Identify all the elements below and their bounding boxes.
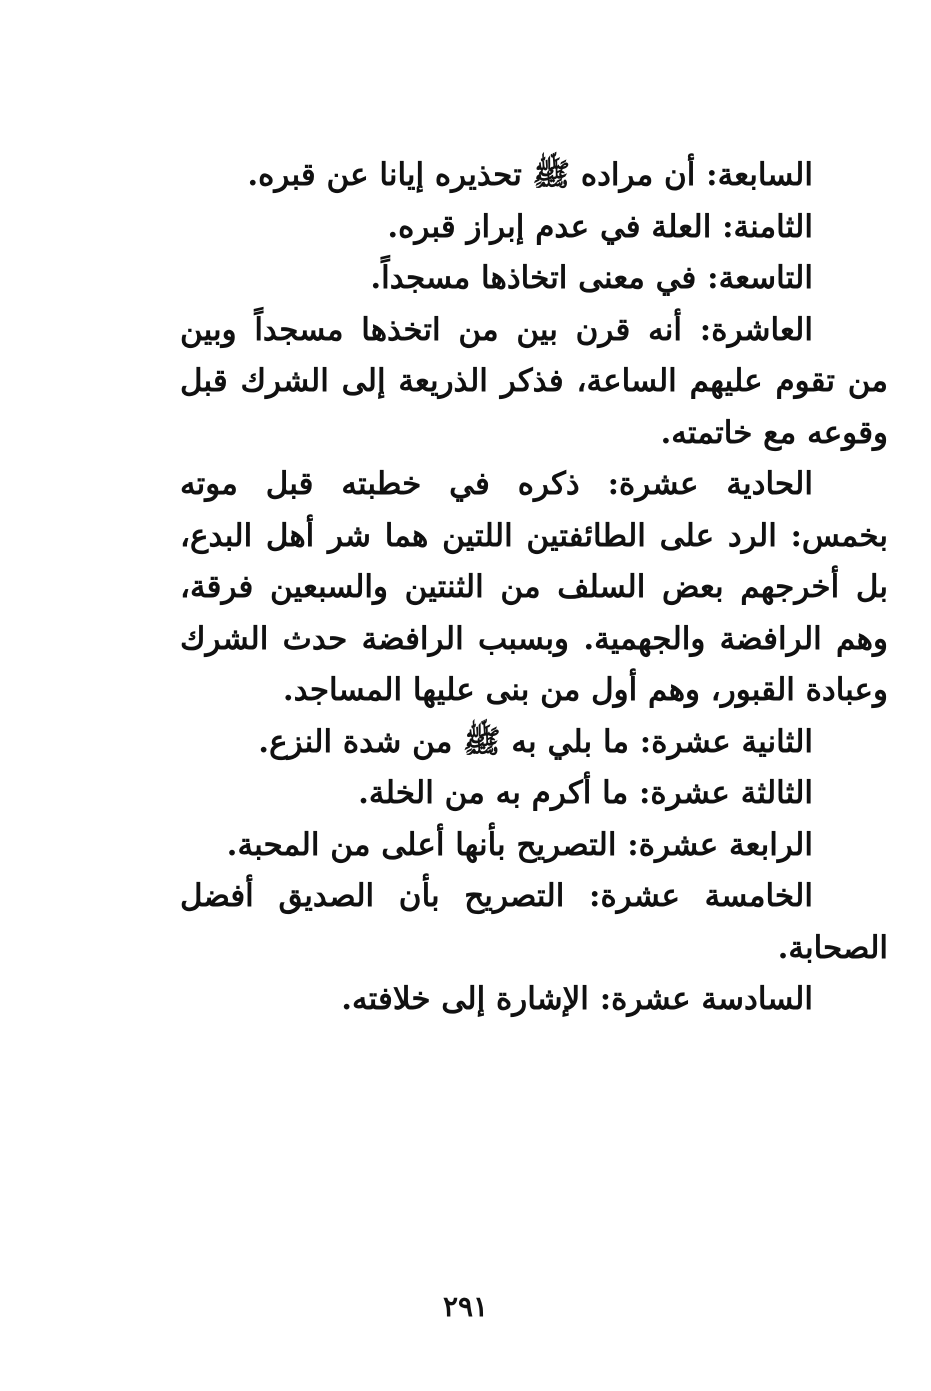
paragraph-16: السادسة عشرة: الإشارة إلى خلافته.	[341, 981, 813, 1017]
paragraph-14: الرابعة عشرة: التصريح بأنها أعلى من المحبة.	[226, 826, 813, 863]
paragraph-7: السابعة: أن مراده ﷺ تحذيره إيانا عن قبره.	[247, 157, 813, 193]
page-number: ٢٩١	[442, 1290, 489, 1323]
paragraph-8: الثامنة: العلة في عدم إبراز قبره.	[387, 208, 813, 245]
paragraph-10: العاشرة: أنه قرن بين من اتخذها مسجداً وبين من تقوم عليهم الساعة، فذكر الذريعة إلى الشرك قبل وقوعه مع خاتمته.	[180, 311, 888, 451]
paragraph-11: الحادية عشرة: ذكره في خطبته قبل موته بخمس: الرد على الطائفتين اللتين هما شر أهل البدع، بل أخرجهم بعض السلف من الثنتين والسبعين فرقة، وهم الرافضة والجهمية. وبسبب الرافضة حدث الشرك وعبادة القبور، وهم أول من بنى عليها المساجد.	[180, 466, 888, 708]
paragraph-12: الثانية عشرة: ما بلي به ﷺ من شدة النزع.	[258, 723, 813, 760]
body-text	[180, 150, 888, 1026]
paragraph-15: الخامسة عشرة: التصريح بأن الصديق أفضل الصحابة.	[180, 878, 888, 966]
paragraph-9: التاسعة: في معنى اتخاذها مسجداً.	[370, 260, 813, 296]
paragraph-13: الثالثة عشرة: ما أكرم به من الخلة.	[358, 775, 813, 811]
